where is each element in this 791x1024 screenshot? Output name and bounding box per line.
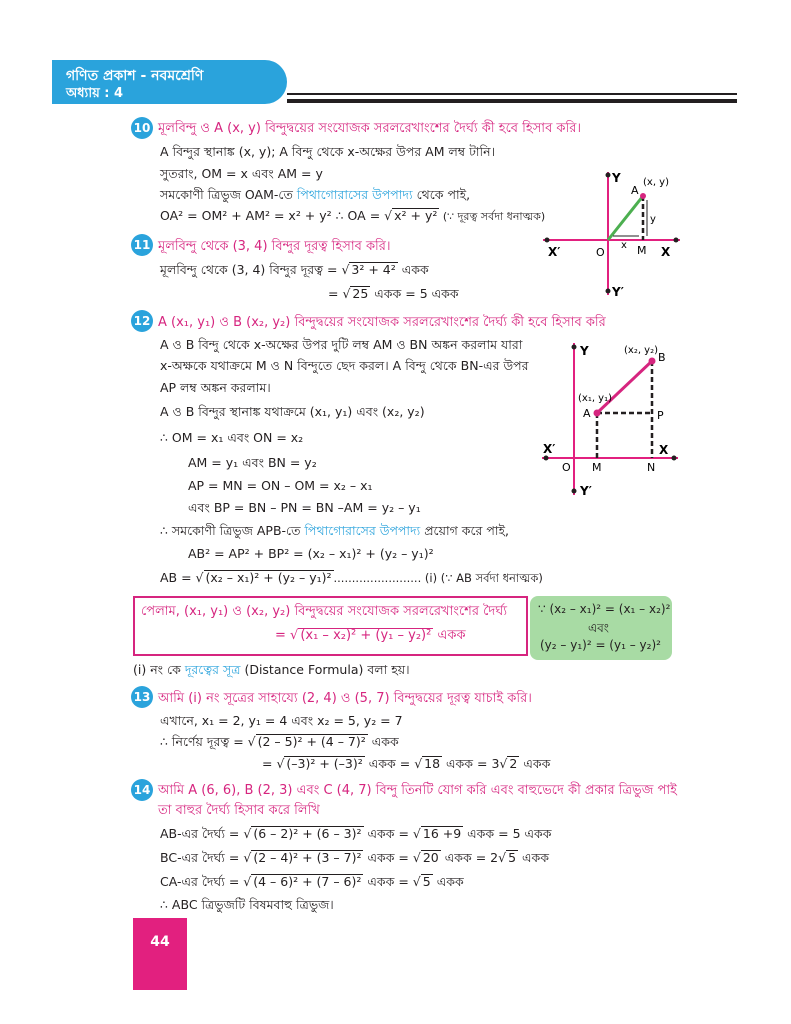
- equation-line: OA² = OM² + AM² = x² + y² ∴ OA = √ x² + y² (∵ দূরত্ব সর্বদা ধনাত্মক): [160, 208, 546, 223]
- label-a: A: [631, 184, 639, 197]
- label-coord: (x, y): [643, 177, 669, 188]
- formula-statement: পেলাম, (x₁, y₁) ও (x₂, y₂) বিন্দুদ্বয়ের সংযোজক সরলরেখাংশের দৈর্ঘ্য: [141, 604, 508, 619]
- equation-line: AB = √ (x₂ – x₁)² + (y₂ – y₁)² ........................ (i) (∵ AB সর্বদা ধনাত্মক): [160, 570, 543, 585]
- section-number-badge: 14: [131, 779, 153, 801]
- text-line: A ও B বিন্দুর স্থানাঙ্ক যথাক্রমে (x₁, y₁) এবং (x₂, y₂): [160, 404, 425, 419]
- section-title: A (x₁, y₁) ও B (x₂, y₂) বিন্দুদ্বয়ের সংযোজক সরলরেখাংশের দৈর্ঘ্য কী হবে হিসাব করি: [158, 315, 606, 330]
- label-x-length: x: [621, 240, 627, 251]
- coordinate-figure-origin: [535, 160, 685, 300]
- chapter-label: অধ্যায় : 4: [66, 86, 124, 101]
- text-line: AP লম্ব অঙ্কন করলাম।: [160, 380, 271, 395]
- label-coord-a: (x₁, y₁): [578, 393, 613, 404]
- text-line: x-অক্ষকে যথাক্রমে M ও N বিন্দুতে ছেদ করল। A বিন্দু থেকে BN-এর উপর: [160, 358, 529, 373]
- book-title: গণিত প্রকাশ - নবমশ্রেণি: [66, 68, 204, 84]
- formula-name-note: (i) নং কে দূরত্বের সূত্র (Distance Formula) বলা হয়।: [133, 662, 410, 677]
- label-y-length: y: [650, 214, 656, 225]
- section-title: মূলবিন্দু ও A (x, y) বিন্দুদ্বয়ের সংযোজক সরলরেখাংশের দৈর্ঘ্য কী হবে হিসাব করি।: [158, 121, 582, 136]
- formula-expression: = √ (x₁ – x₂)² + (y₁ – y₂)² একক: [275, 628, 466, 643]
- text-line: ∴ সমকোণী ত্রিভুজ APB-তে পিথাগোরাসের উপপাদ্য প্রয়োগ করে পাই,: [160, 523, 509, 538]
- identity-note-box: ∵ (x₂ – x₁)² = (x₁ – x₂)² এবং (y₂ – y₁)² = (y₁ – y₂)²: [530, 596, 672, 660]
- segment-oa: [608, 196, 643, 240]
- label-x: X: [659, 443, 669, 457]
- header-rule-thick: [287, 99, 737, 103]
- label-y: Y: [580, 344, 589, 358]
- label-n: N: [647, 461, 656, 474]
- conclusion-line: ∴ ABC ত্রিভুজটি বিষমবাহু ত্রিভুজ।: [160, 897, 334, 912]
- equation-line-bc: BC-এর দৈর্ঘ্য = √ (2 – 4)² + (3 – 7)² একক = √ 20 একক = 2√ 5 একক: [160, 850, 550, 865]
- text-line: সুতরাং, OM = x এবং AM = y: [160, 166, 323, 181]
- section-number-badge: 11: [131, 234, 153, 256]
- section-number-badge: 12: [131, 310, 153, 332]
- label-m: M: [637, 244, 647, 257]
- text-line: AM = y₁ এবং BN = y₂: [188, 455, 317, 470]
- equation-line-ab: AB-এর দৈর্ঘ্য = √ (6 – 2)² + (6 – 3)² একক = √ 16 +9 একক = 5 একক: [160, 826, 552, 841]
- text-line: এখানে, x₁ = 2, y₁ = 4 এবং x₂ = 5, y₂ = 7: [160, 713, 403, 728]
- label-origin: O: [562, 461, 571, 474]
- label-p: P: [657, 409, 664, 422]
- equation-line: মূলবিন্দু থেকে (3, 4) বিন্দুর দূরত্ব = √ 3² + 4² একক: [160, 262, 429, 277]
- equation-line-ca: CA-এর দৈর্ঘ্য = √ (4 – 6)² + (7 – 6)² একক = √ 5 একক: [160, 874, 464, 889]
- section-title: আমি A (6, 6), B (2, 3) এবং C (4, 7) বিন্দু তিনটি যোগ করি এবং বাহুভেদে কী প্রকার ত্রিভুজ পাই: [158, 783, 677, 798]
- segment-ab: [597, 361, 652, 413]
- label-y-prime: Y′: [580, 484, 592, 498]
- section-number-badge: 13: [131, 686, 153, 708]
- text-line: ∴ OM = x₁ এবং ON = x₂: [160, 430, 304, 445]
- theorem-highlight: পিথাগোরাসের উপপাদ্য: [304, 523, 421, 538]
- equation-line: AB² = AP² + BP² = (x₂ – x₁)² + (y₂ – y₁)²: [188, 546, 434, 561]
- equation-line: = √ 25 একক = 5 একক: [328, 286, 459, 301]
- theorem-highlight: পিথাগোরাসের উপপাদ্য: [296, 187, 413, 202]
- section-title: মূলবিন্দু থেকে (3, 4) বিন্দুর দূরত্ব হিসাব করি।: [158, 239, 391, 254]
- label-coord-b: (x₂, y₂): [624, 345, 659, 356]
- section-title-continued: তা বাহুর দৈর্ঘ্য হিসাব করে লিখি: [158, 803, 320, 818]
- header-rule-thin: [287, 93, 737, 95]
- page-number-tab: 44: [133, 918, 187, 990]
- text-line: A ও B বিন্দু থেকে x-অক্ষের উপর দুটি লম্ব AM ও BN অঙ্কন করলাম যারা: [160, 337, 523, 352]
- section-title: আমি (i) নং সূত্রের সাহায্যে (2, 4) ও (5, 7) বিন্দুদ্বয়ের দূরত্ব যাচাই করি।: [158, 691, 532, 706]
- chapter-header-banner: [52, 60, 287, 104]
- section-number-badge: 10: [131, 117, 153, 139]
- label-y: Y: [612, 171, 621, 185]
- label-x-prime: X′: [548, 245, 561, 259]
- label-x-prime: X′: [543, 442, 556, 456]
- text-line: এবং BP = BN – PN = BN –AM = y₂ – y₁: [188, 500, 421, 515]
- equation-line: = √ (–3)² + (–3)² একক = √ 18 একক = 3√ 2 একক: [262, 756, 551, 771]
- text-line: A বিন্দুর স্থানাঙ্ক (x, y); A বিন্দু থেকে x-অক্ষের উপর AM লম্ব টানি।: [160, 144, 496, 159]
- label-b: B: [658, 351, 666, 364]
- text-line: AP = MN = ON – OM = x₂ – x₁: [188, 478, 373, 493]
- coordinate-figure-two-points: [538, 335, 683, 500]
- label-m: M: [592, 461, 602, 474]
- label-origin: O: [596, 246, 605, 259]
- distance-formula-box: [133, 596, 528, 656]
- label-a: A: [583, 407, 591, 420]
- formula-name-highlight: দূরত্বের সূত্র: [184, 662, 241, 677]
- label-x: X: [661, 245, 671, 259]
- text-line: সমকোণী ত্রিভুজ OAM-তে পিথাগোরাসের উপপাদ্য থেকে পাই,: [160, 187, 471, 202]
- label-y-prime: Y′: [612, 285, 624, 299]
- equation-line: ∴ নির্ণেয় দূরত্ব = √ (2 – 5)² + (4 – 7)² একক: [160, 734, 399, 749]
